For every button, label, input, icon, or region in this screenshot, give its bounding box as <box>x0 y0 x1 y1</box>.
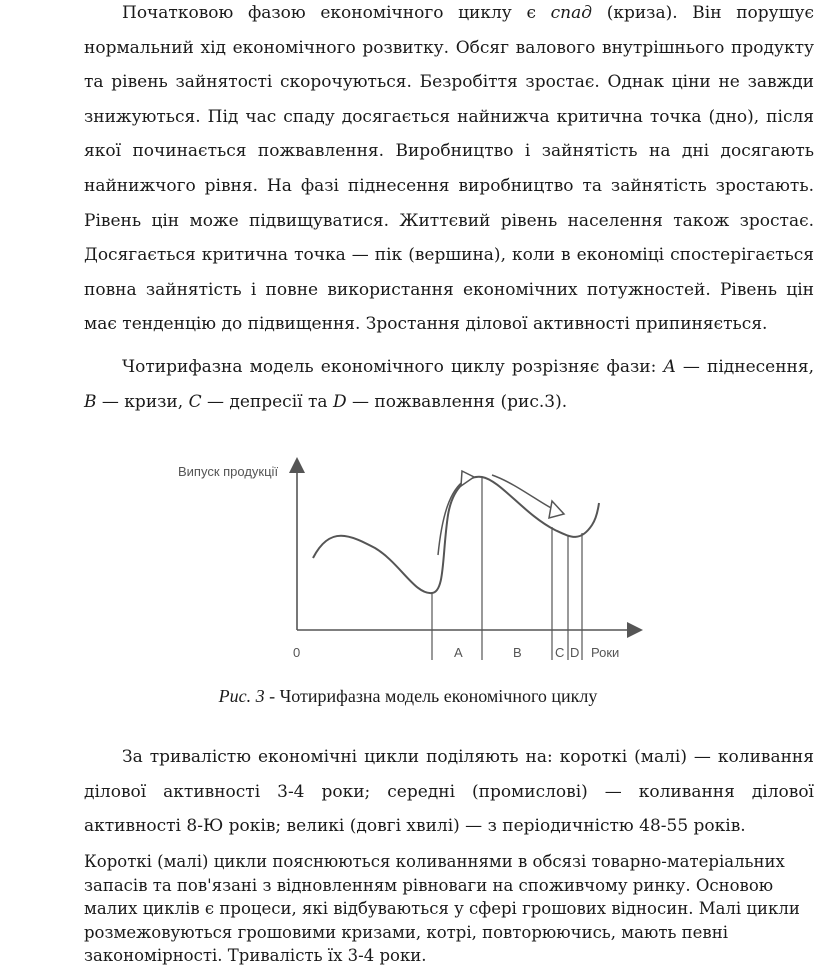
rise-arrow <box>438 480 465 555</box>
phase-label-b: B <box>513 645 522 660</box>
phase-d-letter: D <box>332 391 347 412</box>
phase-label-a: A <box>454 645 463 660</box>
p1-text-b: (криза). Він порушує нормальний хід економічного розвитку. Обсяг валового внутрішнього продукту та рівень зайнятості скорочуються. Безробіття зростає. Однак ціни не завжди знижуються. Під час спаду досягається найнижча критична точка (дно), після якої починається пожвавлення. Виробництво і зайнятість на дні досягають найнижчого рівня. На фазі піднесення виробництво та зайнятість зростають. Рівень цін може підвищуватися. Життєвий рівень населення також зростає. Досягається критична точка — пік (вершина), коли в економіці спостерігається повна зайнятість і повне використання економічних потужностей. Рівень цін має тенденцію до підвищення. Зростання ділової активності припиняється. <box>84 3 814 335</box>
output-curve <box>313 477 599 593</box>
short-cycles-paragraph: Короткі (малі) цикли пояснюються коливаннями в обсязі товарно-матеріальних запасів та пов'язані з відновленням рівноваги на споживчому ринку. Основою малих циклів є процеси, які відбуваються у сфері грошових відносин. Малі цикли розмежовуються грошовими кризами, котрі, повторюючись, мають певні закономірності. Тривалість їх 3-4 роки. <box>84 852 800 965</box>
p2-text-d: — депресії та <box>201 391 333 412</box>
p2-text-b: — піднесення, <box>675 357 814 377</box>
p1-emphasis: спад <box>550 3 593 23</box>
phase-b-letter: B <box>84 391 97 412</box>
p1-text-a: Початковою фазою економічного циклу є <box>122 3 551 23</box>
durations-paragraph: За тривалістю економічні цикли поділяють на: короткі (малі) — коливання ділової активності 3-4 роки; середні (промислові) — коливання ділової активності 8-Ю років; великі (довгі хвилі) — з періодичністю 48-55 років. <box>84 747 814 837</box>
origin-label: 0 <box>293 645 301 660</box>
x-axis-label: Роки <box>591 645 620 660</box>
decline-arrowhead <box>549 501 564 518</box>
phase-label-d: D <box>570 645 580 660</box>
cycle-diagram <box>170 455 650 670</box>
caption-text: - Чотирифазна модель економічного циклу <box>264 686 598 706</box>
caption-prefix: Рис. 3 <box>218 686 265 706</box>
p2-text-c: — кризи, <box>96 391 189 412</box>
rise-arrowhead <box>461 471 474 486</box>
p2-text-e: — пожвавлення (рис.3). <box>346 391 568 412</box>
phases-paragraph <box>84 350 814 419</box>
business-cycle-figure <box>170 455 650 670</box>
intro-paragraph <box>84 0 814 342</box>
decline-arrow <box>492 475 555 510</box>
phase-c-letter: C <box>188 391 202 412</box>
y-axis-label: Випуск продукції <box>178 464 279 479</box>
figure-caption <box>0 686 816 707</box>
phase-label-c: C <box>555 645 565 660</box>
p2-text-a: Чотирифазна модель економічного циклу розрізняє фази: <box>122 357 664 377</box>
phase-a-letter: A <box>663 357 676 377</box>
